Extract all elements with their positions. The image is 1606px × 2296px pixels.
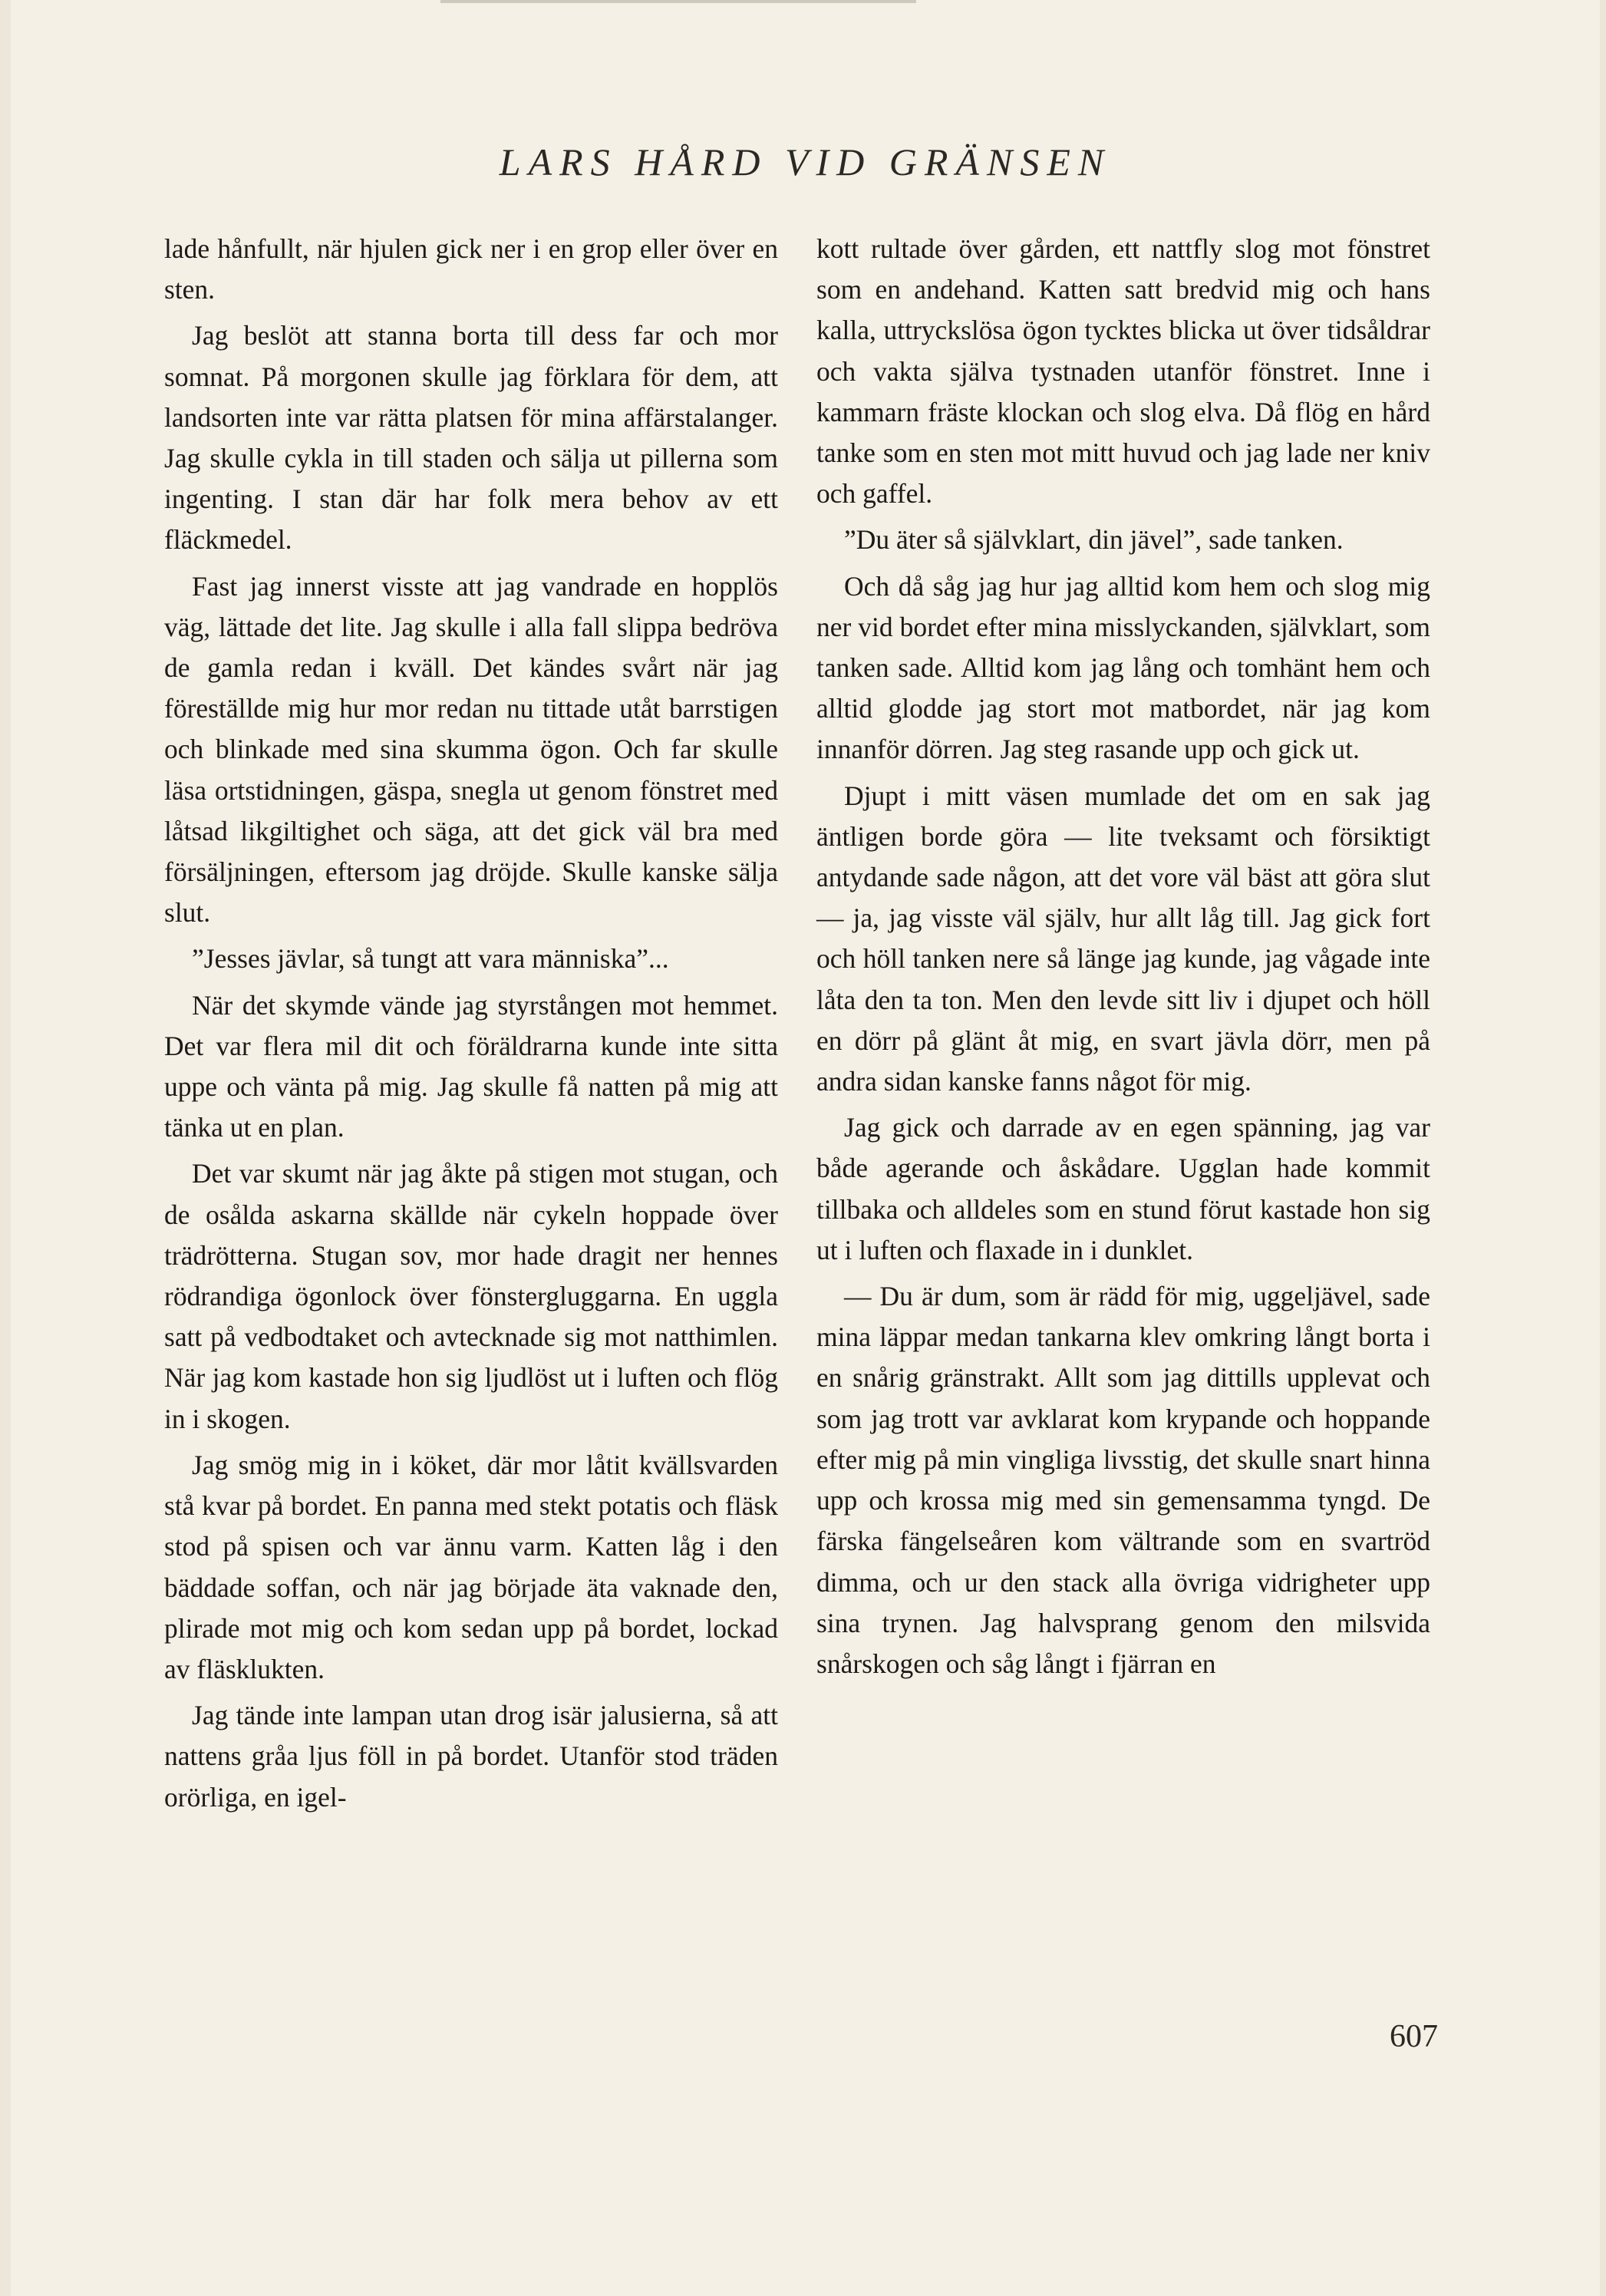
paragraph: Djupt i mitt väsen mumlade det om en sak jag äntligen borde göra — lite tveksamt och försiktigt antydande sade någon, att det vore väl bäst att göra slut — ja, jag visste väl själv, hur allt låg till. Jag gick fort och höll tanken nere så länge jag kunde, jag vågade inte låta den ta ton. Men den levde sitt liv i djupet och höll en dörr på glänt åt mig, en svart jävla dörr, men på andra sidan kanske fanns något för mig. (816, 780, 1430, 1097)
left-column (164, 229, 778, 1823)
paragraph: ”Du äter så självklart, din jävel”, sade tanken. (844, 524, 1344, 556)
paragraph: ”Jesses jävlar, så tungt att vara människa”... (192, 943, 669, 975)
paragraph: Och då såg jag hur jag alltid kom hem och slog mig ner vid bordet efter mina misslyckanden, självklart, som tanken sade. Alltid kom jag lång och tomhänt hem och alltid glodde jag stort mot matbordet, när jag kom innanför dörren. Jag steg rasande upp och gick ut. (816, 570, 1430, 765)
paragraph: kott rultade över gården, ett nattfly slog mot fönstret som en andehand. Katten satt bredvid mig och hans kalla, uttryckslösa ögon tycktes blicka ut över tidsåldrar och vakta själva tystnaden utanför fönstret. Inne i kammarn fräste klockan och slog elva. Då flög en hård tanke som en sten mot mitt huvud och jag lade ner kniv och gaffel. (816, 233, 1430, 510)
paragraph: Jag tände inte lampan utan drog isär jalusierna, så att nattens gråa ljus föll in på bordet. Utanför stod träden orörliga, en igel- (164, 1700, 778, 1813)
paragraph: När det skymde vände jag styrstången mot hemmet. Det var flera mil dit och föräldrarna kunde inte sitta uppe och vänta på mig. Jag skulle få natten på mig att tänka ut en plan. (164, 989, 778, 1143)
running-head: LARS HÅRD VID GRÄNSEN (499, 140, 1112, 183)
paragraph: Jag gick och darrade av en egen spänning, jag var både agerande och åskådare. Ugglan hade kommit tillbaka och alldeles som en stund förut kastade hon sig ut i luften och flaxade in i dunklet. (816, 1112, 1430, 1265)
paragraph: Fast jag innerst visste att jag vandrade en hopplös väg, lättade det lite. Jag skulle i alla fall slippa bedröva de gamla redan i kväll. Det kändes svårt när jag föreställde mig hur mor redan nu tittade utåt barrstigen och blinkade med sina skumma ögon. Och far skulle läsa ortstidningen, gäspa, snegla ut genom fönstret med låtsad likgiltighet och säga, att det gick väl bra med försäljningen, eftersom jag dröjde. Skulle kanske sälja slut. (164, 570, 778, 929)
page-number: 607 (1390, 2019, 1438, 2054)
paragraph: Det var skumt när jag åkte på stigen mot stugan, och de osålda askarna skällde när cykeln hoppade över trädrötterna. Stugan sov, mor hade dragit ner hennes rödrandiga ögonlock över fönstergluggarna. En uggla satt på vedbodtaket och avtecknade sig mot natthimlen. När jag kom kastade hon sig ljudlöst ut i luften och flög in i skogen. (164, 1158, 778, 1434)
paragraph: Jag beslöt att stanna borta till dess far och mor somnat. På morgonen skulle jag förklara för dem, att landsorten inte var rätta platsen för mina affärstalanger. Jag skulle cykla in till staden och sälja ut pillerna som ingenting. I stan där har folk mera behov av ett fläckmedel. (164, 320, 778, 556)
paragraph: lade hånfullt, när hjulen gick ner i en grop eller över en sten. (164, 233, 778, 305)
scan-edge-mark (440, 0, 916, 3)
right-column (816, 229, 1430, 1690)
paragraph: Jag smög mig in i köket, där mor låtit kvällsvarden stå kvar på bordet. En panna med stekt potatis och fläsk stod på spisen och var ännu varm. Katten låg i den bäddade soffan, och när jag började äta vaknade den, plirade mot mig och kom sedan upp på bordet, lockad av fläsklukten. (164, 1449, 778, 1684)
paragraph: — Du är dum, som är rädd för mig, uggeljävel, sade mina läppar medan tankarna klev omkring långt borta i en snårig gränstrakt. Allt som jag dittills upplevat och som jag trott var avklarat kom krypande och hoppande efter mig på min vingliga livsstig, det skulle snart hinna upp och krossa mig med sin gemensamma tyngd. De färska fängelseåren kom vältrande som en svartröd dimma, och ur den stack alla övriga vidrigheter upp sina trynen. Jag halvsprang genom den milsvida snårskogen och såg långt i fjärran en (816, 1281, 1430, 1679)
